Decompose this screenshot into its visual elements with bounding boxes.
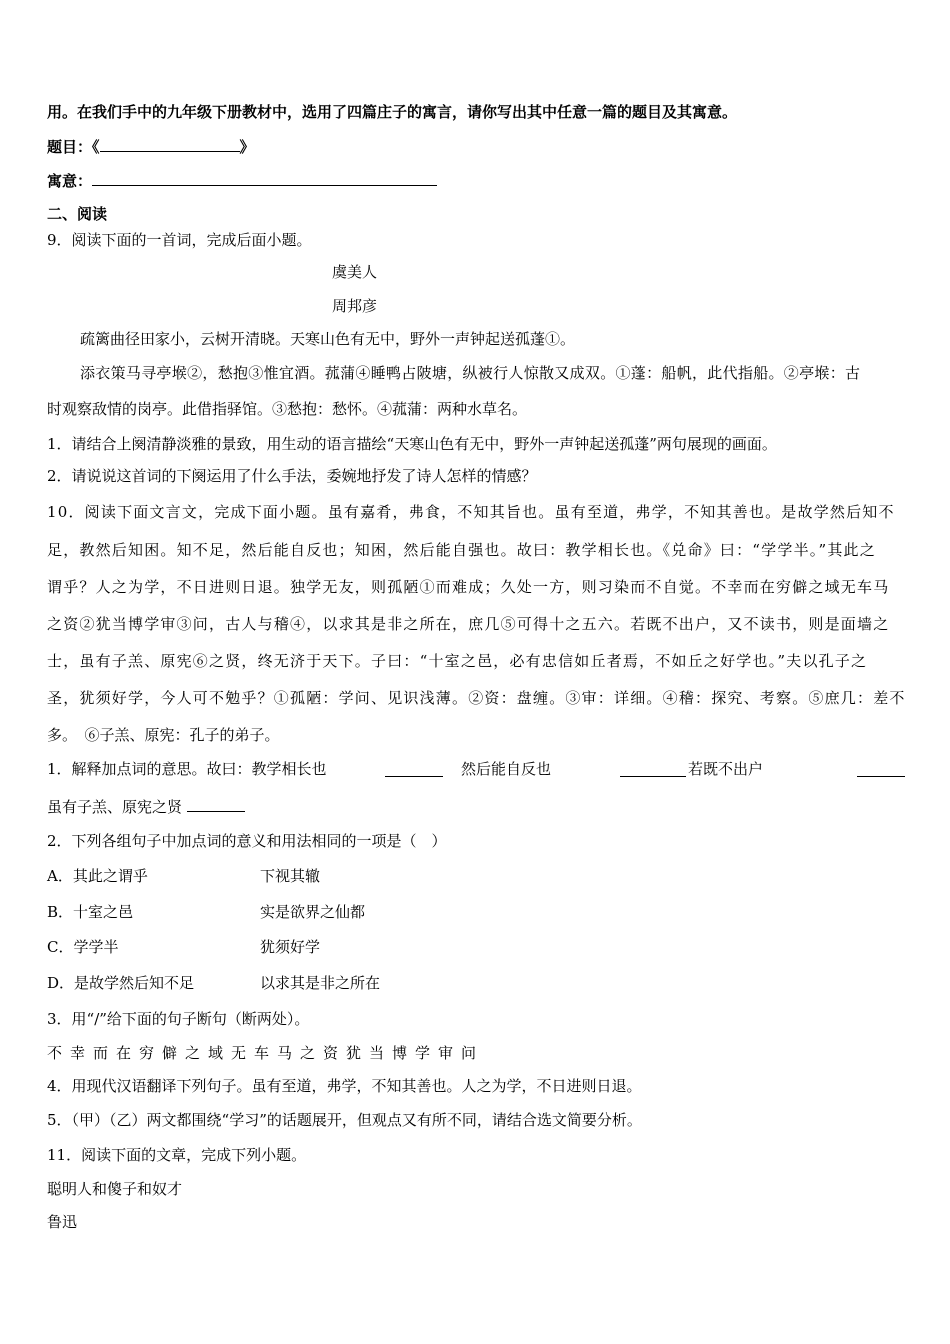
- section-heading: 二、阅读: [47, 205, 108, 223]
- q10-passage-line: 圣，犹须好学，今人可不勉乎？①孤陋：学问、见识浅薄。②资：盘缠。③审：详细。④稽：探究、考察。⑤庶几：差不: [47, 689, 906, 707]
- q11-author: 鲁迅: [47, 1213, 78, 1231]
- q9-stem: 9．阅读下面的一首词，完成后面小题。: [47, 231, 312, 249]
- option-c[interactable]: C．学学半: [47, 938, 119, 956]
- option-d[interactable]: D．是故学然后知不足: [47, 974, 195, 992]
- sub1-part-d: 虽有子羔、原宪之贤: [47, 798, 183, 816]
- option-b[interactable]: B．十室之邑: [47, 903, 134, 921]
- q10-sub1-row: [47, 759, 905, 779]
- option-a-pair: 下视其辙: [260, 867, 321, 885]
- q10-passage-line: 之资②犹当博学审③问，古人与稽④，以求其是非之所在，庶几⑤可得十之五六。若既不出户，又不读书，则是面墙之: [47, 615, 890, 633]
- q10-passage-line: 士，虽有子羔、原宪⑥之贤，终无济于天下。子曰：“十室之邑，必有忠信如丘者焉，不如丘之好学也。”夫以孔子之: [47, 652, 868, 670]
- q10-sub4: 4．用现代汉语翻译下列句子。虽有至道，弗学，不知其善也。人之为学，不日进则日退。: [47, 1077, 642, 1095]
- option-b-pair: 实是欲界之仙都: [260, 903, 366, 921]
- sub1-part-c: 若既不出户: [688, 760, 764, 778]
- q10-sub3-text: 不幸而在穷僻之域无车马之资犹当博学审问: [47, 1044, 485, 1062]
- q11-title: 聪明人和傻子和奴才: [47, 1180, 183, 1198]
- q10-passage-line: 多。 ⑥子羔、原宪：孔子的弟子。: [47, 726, 280, 744]
- answer-blank[interactable]: [857, 761, 905, 777]
- q10-sub1-row2: [47, 796, 245, 817]
- answer-blank[interactable]: [385, 761, 443, 777]
- title-close: 》: [239, 138, 255, 156]
- option-d-pair: 以求其是非之所在: [260, 974, 381, 992]
- option-a[interactable]: A．其此之谓乎: [47, 867, 148, 885]
- q10-passage-line: 谓乎？人之为学，不日进则日退。独学无友，则孤陋①而难成；久处一方，则习染而不自觉。不幸而在穷僻之域无车马: [47, 578, 890, 596]
- answer-blank[interactable]: [187, 796, 245, 812]
- meaning-label: 寓意：: [47, 172, 93, 190]
- q9-sub2: 2．请说说这首词的下阕运用了什么手法，委婉地抒发了诗人怎样的情感？: [47, 467, 537, 485]
- poem-author: 周邦彦: [332, 297, 378, 315]
- intro-line: 用。在我们手中的九年级下册教材中，选用了四篇庄子的寓言，请你写出其中任意一篇的题目及其寓意。: [47, 103, 738, 121]
- q10-sub2: 2．下列各组句子中加点词的意义和用法相同的一项是（ ）: [47, 832, 447, 850]
- title-label: 题目：《: [47, 138, 100, 156]
- poem-line: 疏篱曲径田家小，云树开清晓。天寒山色有无中，野外一声钟起送孤蓬①。: [80, 330, 576, 348]
- meaning-blank[interactable]: [92, 170, 437, 186]
- poem-notes: 时观察敌情的岗亭。此借指驿馆。③愁抱：愁怀。④菰蒲：两种水草名。: [47, 400, 528, 418]
- sub1-part-a: 1．解释加点词的意思。故曰：教学相长也: [47, 760, 327, 778]
- poem-title: 虞美人: [332, 263, 378, 281]
- q10-passage-line: 10．阅读下面文言文，完成下面小题。虽有嘉肴，弗食，不知其旨也。虽有至道，弗学，不知其善也。是故学然后知不: [47, 503, 895, 521]
- q11-stem: 11．阅读下面的文章，完成下列小题。: [47, 1146, 307, 1164]
- q10-sub3: 3．用“/”给下面的句子断句（断两处）。: [47, 1010, 310, 1028]
- title-blank[interactable]: [100, 136, 240, 152]
- q10-passage-line: 足，教然后知困。知不足，然后能自反也；知困，然后能自强也。故曰：教学相长也。《兑命》曰：“学学半。”其此之: [47, 541, 876, 559]
- option-c-pair: 犹须好学: [260, 938, 321, 956]
- q10-sub5: 5．（甲）（乙）两文都围绕“学习”的话题展开，但观点又有所不同，请结合选文简要分析。: [47, 1111, 642, 1129]
- meaning-field-row: [47, 170, 437, 191]
- title-field-row: [47, 136, 255, 157]
- answer-blank[interactable]: [620, 761, 686, 777]
- sub1-part-b: 然后能自反也: [461, 760, 552, 778]
- poem-line: 添衣策马寻亭堠②，愁抱③惟宜酒。菰蒲④睡鸭占陂塘，纵被行人惊散又成双。①蓬：船帆，此代指船。②亭堠：古: [80, 364, 861, 382]
- q9-sub1: 1．请结合上阕清静淡雅的景致，用生动的语言描绘“天寒山色有无中，野外一声钟起送孤蓬”两句展现的画面。: [47, 435, 777, 453]
